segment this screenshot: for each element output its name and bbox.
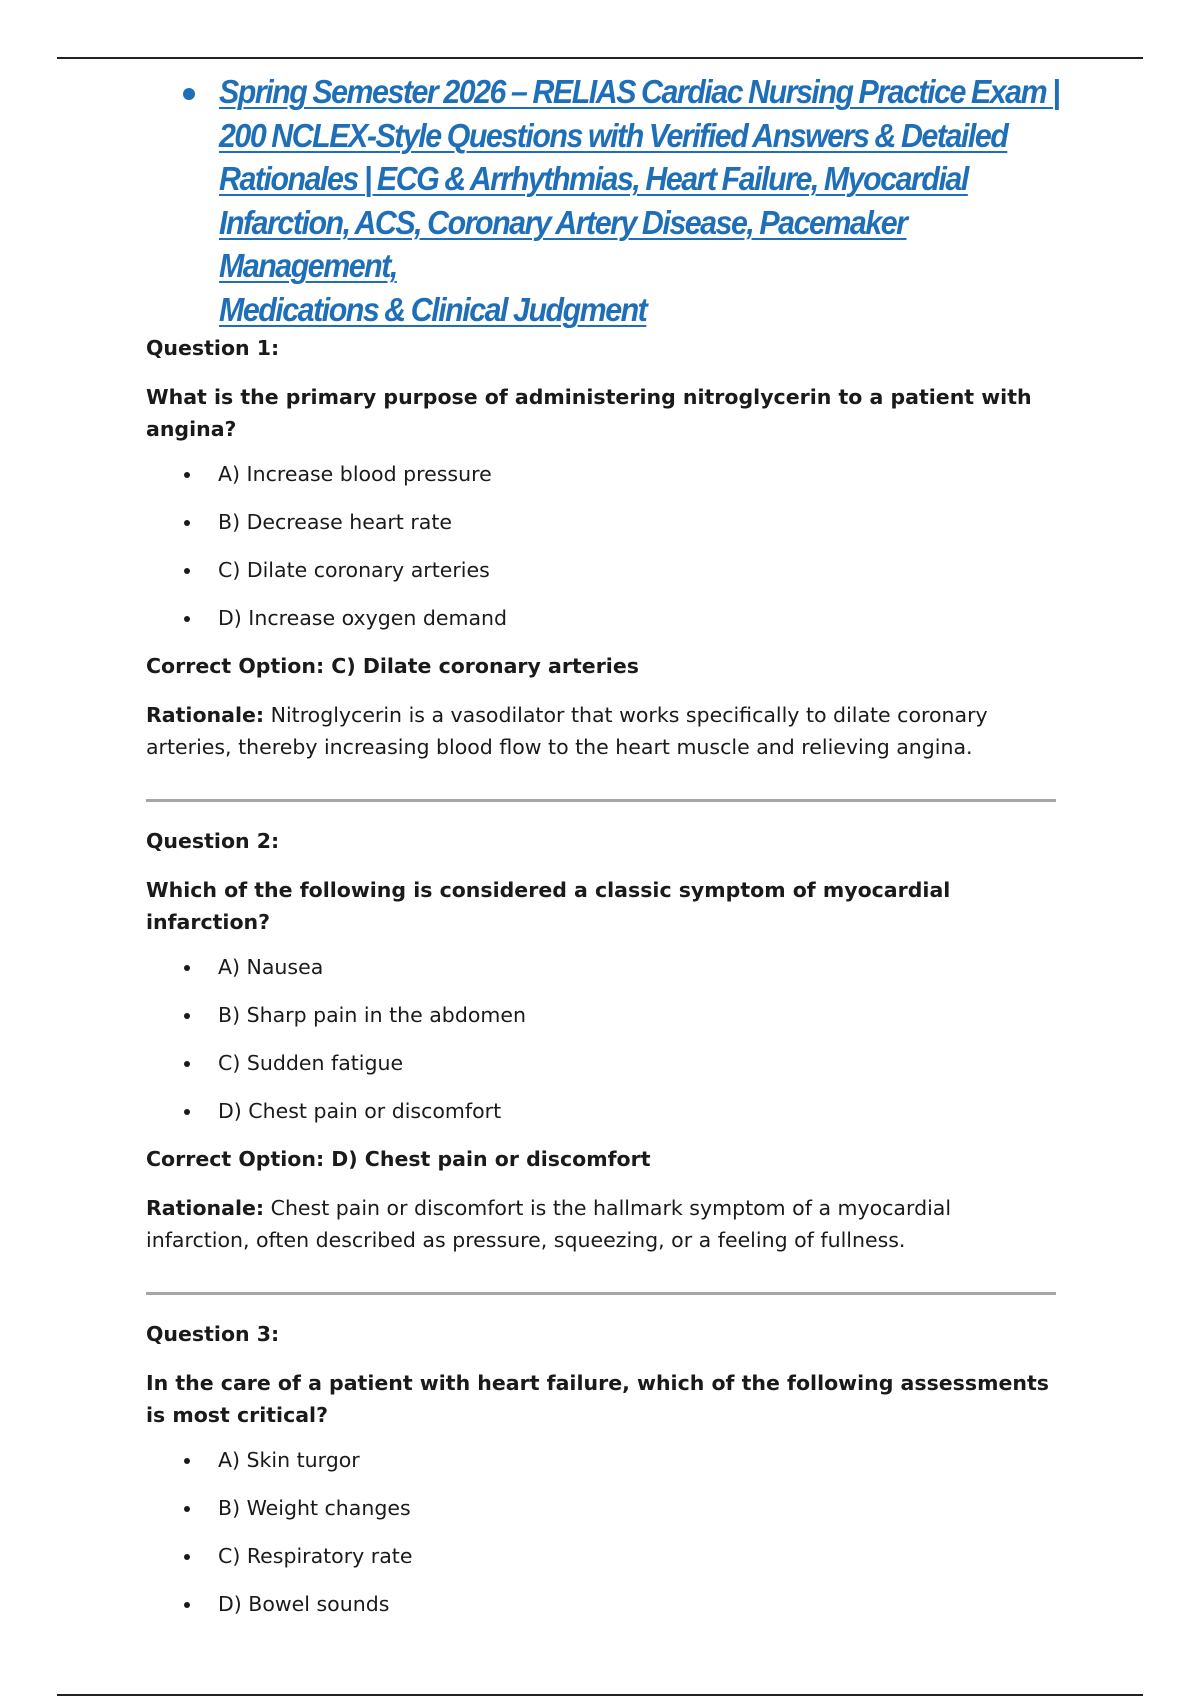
question-text: What is the primary purpose of administering nitroglycerin to a patient with angina?: [146, 385, 1032, 441]
section-divider: [146, 1292, 1056, 1295]
option-item: [146, 1493, 1056, 1523]
question-label: Question 3:: [146, 1322, 280, 1346]
rationale-label: Rationale:: [146, 1196, 265, 1220]
title-list-item: [146, 70, 1060, 331]
option-item: [146, 1445, 1056, 1475]
question-1: [146, 333, 1056, 763]
section-divider: [146, 799, 1056, 802]
option-item: [146, 555, 1056, 585]
option-list: [146, 952, 1056, 1126]
bullet-icon: [184, 1061, 190, 1067]
bullet-icon: [184, 1506, 190, 1512]
bullet-icon: [184, 568, 190, 574]
option-text: A) Skin turgor: [218, 1448, 360, 1472]
rationale: [146, 699, 1056, 763]
option-item: [146, 1589, 1056, 1619]
option-text: D) Chest pain or discomfort: [218, 1099, 502, 1123]
question-label: Question 2:: [146, 829, 280, 853]
page-bottom-rule: [57, 1694, 1143, 1696]
question-2: [146, 826, 1056, 1256]
bullet-icon: [184, 965, 190, 971]
bullet-icon: [184, 1109, 190, 1115]
rationale-label: Rationale:: [146, 703, 265, 727]
option-text: C) Sudden fatigue: [218, 1051, 404, 1075]
title-bullet-icon: [183, 88, 195, 100]
document-body: [146, 70, 1060, 1637]
option-list: [146, 459, 1056, 633]
option-text: D) Bowel sounds: [218, 1592, 390, 1616]
option-item: [146, 1096, 1056, 1126]
option-item: [146, 1048, 1056, 1078]
option-text: B) Decrease heart rate: [218, 510, 452, 534]
bullet-icon: [184, 472, 190, 478]
option-list: [146, 1445, 1056, 1619]
option-text: A) Increase blood pressure: [218, 462, 492, 486]
option-text: A) Nausea: [218, 955, 324, 979]
correct-option: Correct Option: C) Dilate coronary arteries: [146, 654, 639, 678]
option-item: [146, 507, 1056, 537]
correct-option: Correct Option: D) Chest pain or discomfort: [146, 1147, 651, 1171]
document-title-link[interactable]: Spring Semester 2026 – RELIAS Cardiac Nursing Practice Exam | 200 NCLEX-Style Questions with Verified Answers & Detailed Rationales | ECG & Arrhythmias, Heart Failure, Myocardial Infarction, ACS, Coronary Artery Disease, Pacemaker Management, Medications & Clinical Judgment: [219, 73, 1060, 328]
question-label: Question 1:: [146, 336, 280, 360]
option-item: [146, 1541, 1056, 1571]
option-text: C) Dilate coronary arteries: [218, 558, 490, 582]
bullet-icon: [184, 1458, 190, 1464]
option-text: D) Increase oxygen demand: [218, 606, 508, 630]
option-item: [146, 603, 1056, 633]
bullet-icon: [184, 1013, 190, 1019]
option-text: B) Weight changes: [218, 1496, 411, 1520]
option-item: [146, 1000, 1056, 1030]
question-3: [146, 1319, 1056, 1619]
option-item: [146, 459, 1056, 489]
bullet-icon: [184, 1602, 190, 1608]
option-item: [146, 952, 1056, 982]
bullet-icon: [184, 616, 190, 622]
question-text: In the care of a patient with heart failure, which of the following assessments is most critical?: [146, 1371, 1049, 1427]
rationale-text: Nitroglycerin is a vasodilator that works specifically to dilate coronary arteries, thereby increasing blood flow to the heart muscle and relieving angina.: [146, 703, 988, 759]
page-top-rule: [57, 57, 1143, 59]
bullet-icon: [184, 520, 190, 526]
bullet-icon: [184, 1554, 190, 1560]
rationale-text: Chest pain or discomfort is the hallmark symptom of a myocardial infarction, often described as pressure, squeezing, or a feeling of fullness.: [146, 1196, 952, 1252]
question-text: Which of the following is considered a classic symptom of myocardial infarction?: [146, 878, 951, 934]
option-text: C) Respiratory rate: [218, 1544, 413, 1568]
option-text: B) Sharp pain in the abdomen: [218, 1003, 526, 1027]
rationale: [146, 1192, 1056, 1256]
